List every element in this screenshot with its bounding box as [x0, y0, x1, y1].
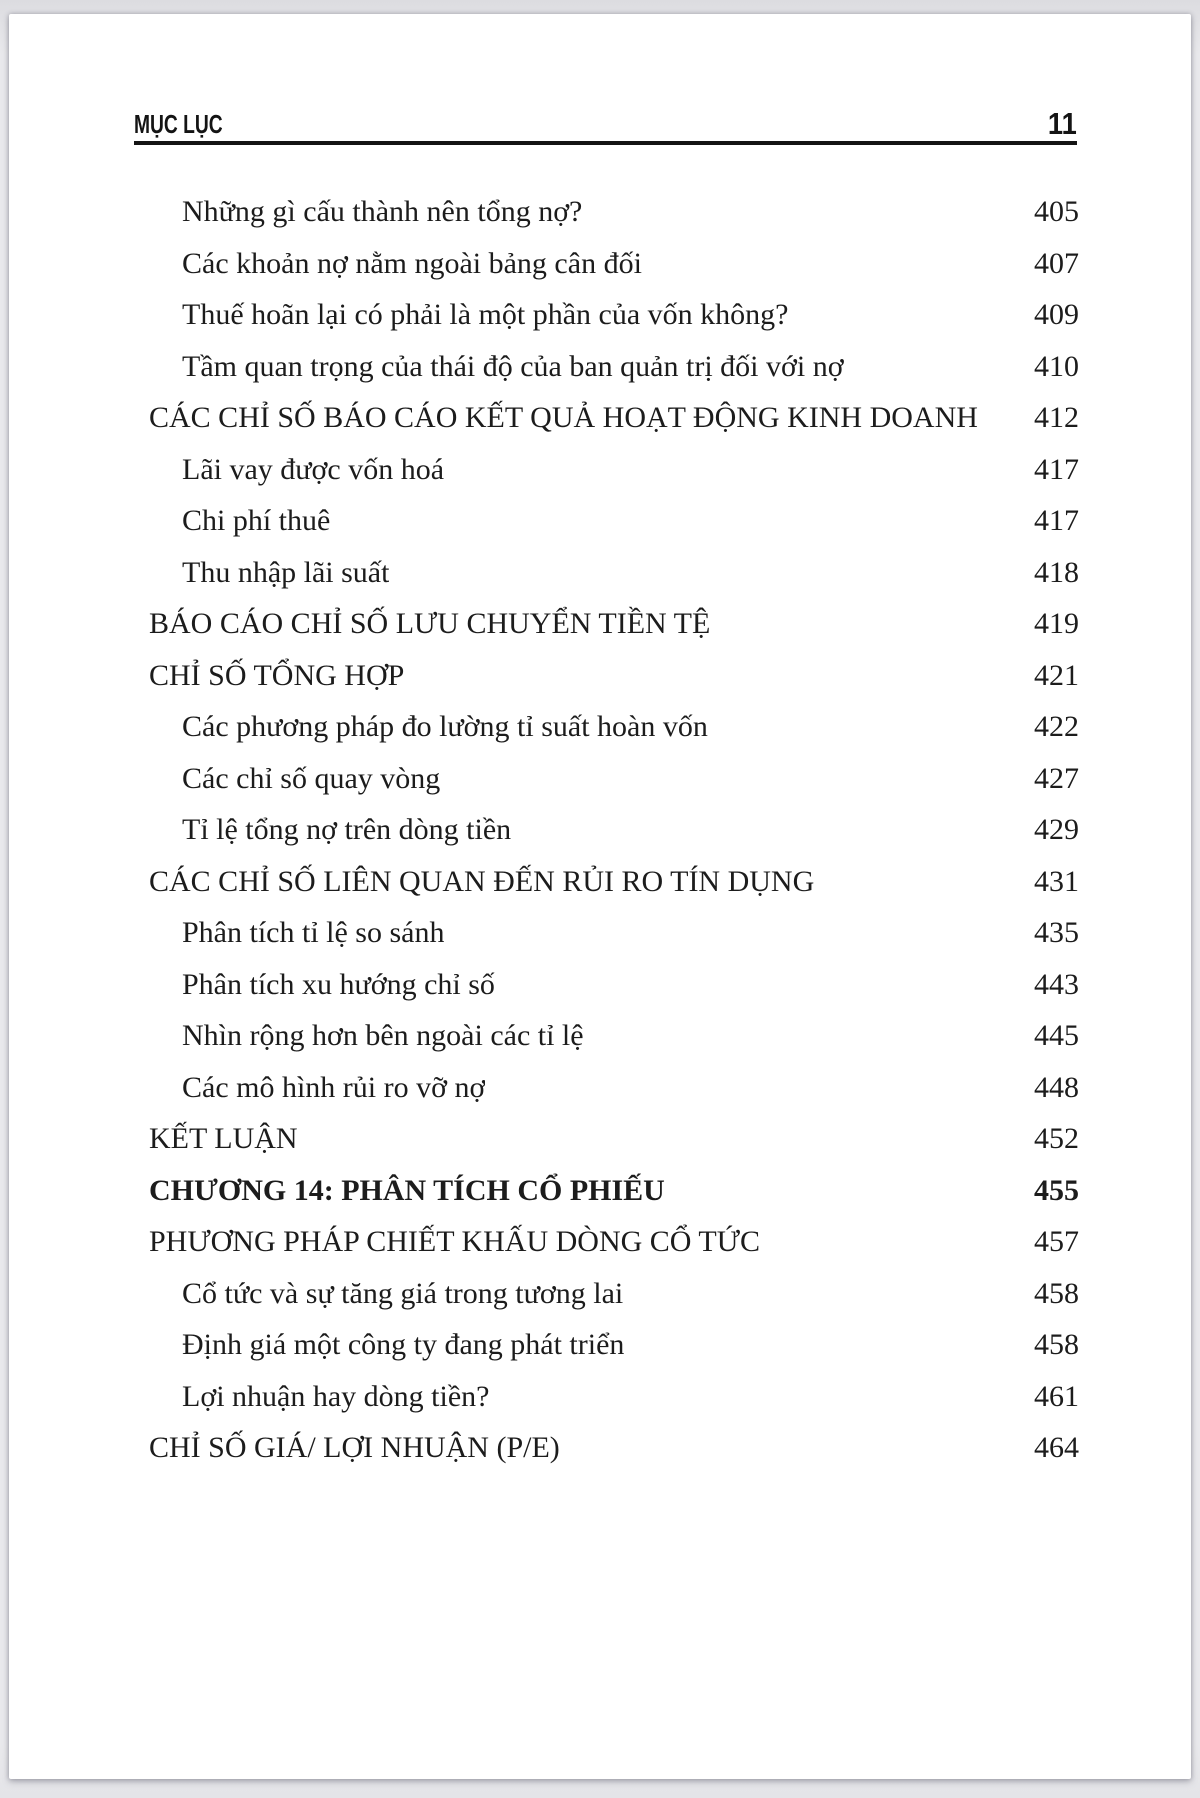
toc-entry-page: 458	[1034, 1276, 1079, 1310]
toc-entry-page: 405	[1034, 195, 1079, 228]
toc-entry-page: 410	[1034, 349, 1079, 383]
toc-entry-page: 448	[1034, 1070, 1079, 1104]
toc-entry-page: 421	[1034, 658, 1079, 692]
toc-entry	[149, 1062, 1079, 1114]
toc-entry-title: Thuế hoãn lại có phải là một phần của vốn không?	[182, 298, 789, 331]
book-page	[9, 14, 1191, 1779]
toc-entry	[149, 1010, 1079, 1062]
toc-entry	[149, 392, 1079, 444]
toc-entry-title: BÁO CÁO CHỈ SỐ LƯU CHUYỂN TIỀN TỆ	[149, 607, 711, 640]
toc-entry-page: 429	[1034, 813, 1079, 846]
toc-entry-title: KẾT LUẬN	[149, 1122, 298, 1155]
toc-entry-title: Tầm quan trọng của thái độ của ban quản trị đối với nợ	[182, 349, 844, 383]
toc-entry-page: 417	[1034, 504, 1079, 537]
toc-entry-page: 464	[1034, 1431, 1079, 1464]
toc-entry-title: CÁC CHỈ SỐ BÁO CÁO KẾT QUẢ HOẠT ĐỘNG KINH DOANH	[149, 401, 978, 434]
toc-entry	[149, 753, 1079, 805]
toc-entry	[149, 1319, 1079, 1371]
toc-entry-title: CÁC CHỈ SỐ LIÊN QUAN ĐẾN RỦI RO TÍN DỤNG	[149, 864, 815, 898]
toc-entry-title: Lãi vay được vốn hoá	[182, 452, 445, 486]
toc-entry-title: CHƯƠNG 14: PHÂN TÍCH CỔ PHIẾU	[149, 1173, 665, 1207]
toc-entry	[149, 701, 1079, 753]
toc-entry	[149, 289, 1079, 341]
toc-entry	[149, 598, 1079, 650]
toc-entry-page: 458	[1034, 1328, 1079, 1361]
toc-entry-page: 455	[1034, 1173, 1079, 1207]
toc-entry-page: 422	[1034, 710, 1079, 743]
toc-entry	[149, 186, 1079, 238]
page-number: 11	[1048, 106, 1077, 141]
toc-entry-page: 407	[1034, 246, 1079, 280]
toc-entry-title: Các phương pháp đo lường tỉ suất hoàn vốn	[182, 710, 708, 743]
toc-entry-title: Chi phí thuê	[182, 504, 331, 537]
toc-entry-title: CHỈ SỐ TỔNG HỢP	[149, 658, 405, 692]
toc-entry-title: Định giá một công ty đang phát triển	[182, 1328, 625, 1361]
toc-entry	[149, 547, 1079, 599]
toc-entry	[149, 341, 1079, 393]
toc-entry-page: 452	[1034, 1122, 1079, 1155]
toc-entry-title: Các mô hình rủi ro vỡ nợ	[182, 1070, 486, 1104]
toc-entry-page: 418	[1034, 555, 1079, 589]
header-rule	[134, 141, 1077, 145]
toc-entry-title: PHƯƠNG PHÁP CHIẾT KHẤU DÒNG CỔ TỨC	[149, 1225, 761, 1258]
toc-entry	[149, 444, 1079, 496]
toc-entry	[149, 1165, 1079, 1217]
toc-entry-title: Phân tích tỉ lệ so sánh	[182, 916, 445, 949]
toc-entry-title: Những gì cấu thành nên tổng nợ?	[182, 195, 583, 228]
toc-entry-title: Lợi nhuận hay dòng tiền?	[182, 1379, 490, 1413]
toc-entry-page: 443	[1034, 967, 1079, 1001]
toc-entry-title: Các khoản nợ nằm ngoài bảng cân đối	[182, 246, 642, 280]
toc-entry-page: 461	[1034, 1379, 1079, 1413]
toc-entry	[149, 1216, 1079, 1268]
toc-entry-title: Cổ tức và sự tăng giá trong tương lai	[182, 1276, 624, 1310]
toc-entry-title: Tỉ lệ tổng nợ trên dòng tiền	[182, 813, 512, 846]
toc-entry	[149, 495, 1079, 547]
page-title: MỤC LỤC	[134, 109, 223, 139]
toc-entry-page: 457	[1034, 1225, 1079, 1258]
toc-entry	[149, 1113, 1079, 1165]
toc-entry	[149, 1422, 1079, 1474]
toc-entry-title: Nhìn rộng hơn bên ngoài các tỉ lệ	[182, 1019, 584, 1052]
toc-entry-page: 409	[1034, 298, 1079, 331]
toc-entry	[149, 1371, 1079, 1423]
toc-entry-page: 435	[1034, 916, 1079, 949]
toc-entry-page: 419	[1034, 607, 1079, 640]
toc-entry	[149, 650, 1079, 702]
toc-entry	[149, 1268, 1079, 1320]
toc-entry-page: 417	[1034, 452, 1079, 486]
toc-entry	[149, 804, 1079, 856]
toc-entry-page: 427	[1034, 761, 1079, 795]
toc-entry-title: Thu nhập lãi suất	[182, 555, 390, 589]
toc-entry-title: CHỈ SỐ GIÁ/ LỢI NHUẬN (P/E)	[149, 1431, 560, 1464]
toc-entry-title: Các chỉ số quay vòng	[182, 761, 441, 795]
toc-entry	[149, 907, 1079, 959]
toc-entry-title: Phân tích xu hướng chỉ số	[182, 967, 495, 1001]
toc-entry	[149, 856, 1079, 908]
toc-entry	[149, 238, 1079, 290]
toc-entry-page: 412	[1034, 401, 1079, 434]
table-of-contents	[149, 186, 1079, 1474]
toc-entry-page: 445	[1034, 1019, 1079, 1052]
running-header	[134, 98, 1077, 146]
toc-entry	[149, 959, 1079, 1011]
toc-entry-page: 431	[1034, 864, 1079, 898]
